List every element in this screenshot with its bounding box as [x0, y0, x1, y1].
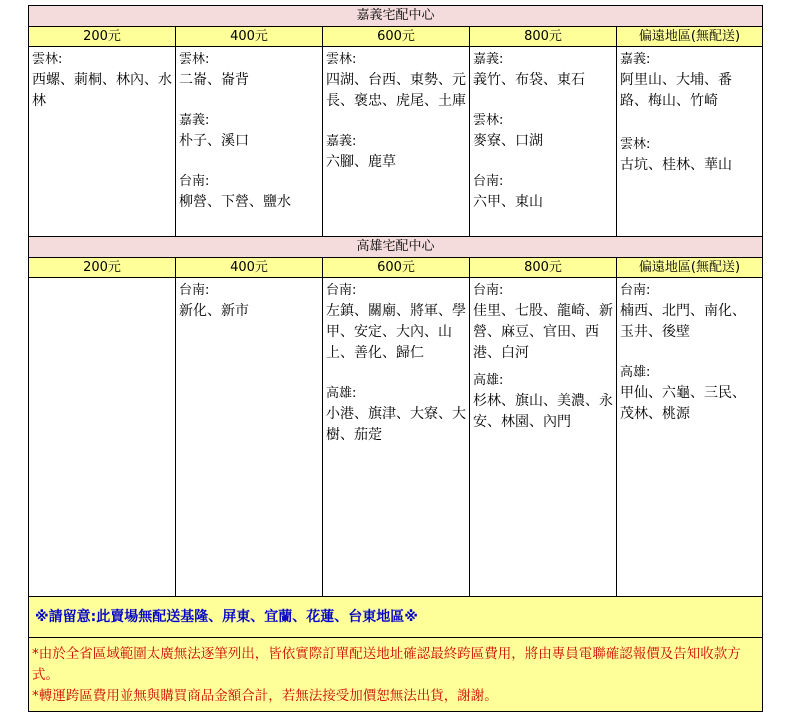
area-list: 六腳、鹿草 [326, 154, 396, 170]
region-label: 高雄: [473, 373, 504, 388]
chiayi-center-title: 嘉義宅配中心 [29, 6, 762, 27]
chiayi-col-600 [323, 47, 470, 236]
kaohsiung-col-remote [617, 278, 762, 596]
area-list: 新化、新市 [179, 303, 249, 319]
area-list: 阿里山、大埔、番路、梅山、竹崎 [620, 72, 732, 109]
chiayi-col-800 [470, 47, 617, 236]
region-label: 雲林: [32, 52, 63, 67]
area-list: 小港、旗津、大寮、大樹、茄萣 [326, 406, 466, 443]
area-list: 二崙、崙背 [179, 72, 249, 88]
kaohsiung-center-title: 高雄宅配中心 [29, 237, 762, 258]
area-list: 柳營、下營、鹽水 [179, 194, 291, 210]
area-list: 左鎮、關廟、將軍、學甲、安定、大內、山上、善化、歸仁 [326, 303, 466, 361]
area-list: 朴子、溪口 [179, 133, 249, 149]
region-label: 台南: [620, 283, 651, 298]
region-label: 嘉義: [326, 134, 357, 149]
chiayi-area-row [29, 47, 762, 237]
fee-header-400: 400元 [176, 27, 323, 46]
no-delivery-warning: ※請留意:此賣場無配送基隆、屏東、宜蘭、花蓮、台東地區※ [29, 597, 762, 638]
kaohsiung-area-row [29, 278, 762, 597]
kaohsiung-col-600 [323, 278, 470, 596]
fee-header-remote: 偏遠地區(無配送) [638, 260, 741, 275]
note-cross-region-fee: *由於全省區域範圍太廣無法逐筆列出，皆依實際訂單配送地址確認最終跨區費用，將由專員電聯確認報價及告知收款方式。 [32, 646, 741, 683]
region-label: 雲林: [620, 137, 651, 152]
region-label: 雲林: [326, 52, 357, 67]
kaohsiung-col-800 [470, 278, 617, 596]
region-label: 台南: [473, 174, 504, 189]
fee-header-200: 200元 [29, 27, 176, 46]
region-label: 台南: [473, 283, 504, 298]
area-list: 佳里、七股、龍崎、新營、麻豆、官田、西港、白河 [473, 303, 613, 361]
shipping-fee-table [28, 5, 763, 712]
fee-header-800: 800元 [470, 27, 617, 46]
fee-header-600: 600元 [323, 27, 470, 46]
area-list: 甲仙、六龜、三民、茂林、桃源 [620, 385, 746, 422]
chiayi-col-400 [176, 47, 323, 236]
fee-header-600: 600元 [323, 258, 470, 277]
note-surcharge-policy: *轉運跨區費用並無與購買商品金額合計，若無法接受加價恕無法出貨，謝謝。 [32, 688, 498, 704]
area-list: 六甲、東山 [473, 194, 543, 210]
kaohsiung-col-200 [29, 278, 176, 596]
area-list: 麥寮、口湖 [473, 133, 543, 149]
chiayi-col-200 [29, 47, 176, 236]
area-list: 四湖、台西、東勢、元長、褒忠、虎尾、土庫 [326, 72, 466, 109]
fee-header-400: 400元 [176, 258, 323, 277]
area-list: 楠西、北門、南化、玉井、後壁 [620, 303, 746, 340]
kaohsiung-fee-header-row [29, 258, 762, 278]
area-list: 義竹、布袋、東石 [473, 72, 585, 88]
region-label: 嘉義: [179, 113, 210, 128]
chiayi-fee-header-row [29, 27, 762, 47]
area-list: 杉林、旗山、美濃、永安、林園、內門 [473, 393, 613, 430]
chiayi-col-remote [617, 47, 762, 236]
area-list: 古坑、桂林、華山 [620, 157, 732, 173]
fee-header-800: 800元 [470, 258, 617, 277]
region-label: 雲林: [473, 113, 504, 128]
region-label: 台南: [179, 174, 210, 189]
kaohsiung-col-400 [176, 278, 323, 596]
fee-header-remote: 偏遠地區(無配送) [638, 29, 741, 44]
region-label: 台南: [179, 283, 210, 298]
shipping-notes [29, 638, 762, 711]
region-label: 高雄: [326, 386, 357, 401]
region-label: 嘉義: [473, 52, 504, 67]
region-label: 嘉義: [620, 52, 651, 67]
region-label: 高雄: [620, 365, 651, 380]
region-label: 台南: [326, 283, 357, 298]
region-label: 雲林: [179, 52, 210, 67]
area-list: 西螺、莿桐、林內、水林 [32, 72, 172, 109]
fee-header-200: 200元 [29, 258, 176, 277]
